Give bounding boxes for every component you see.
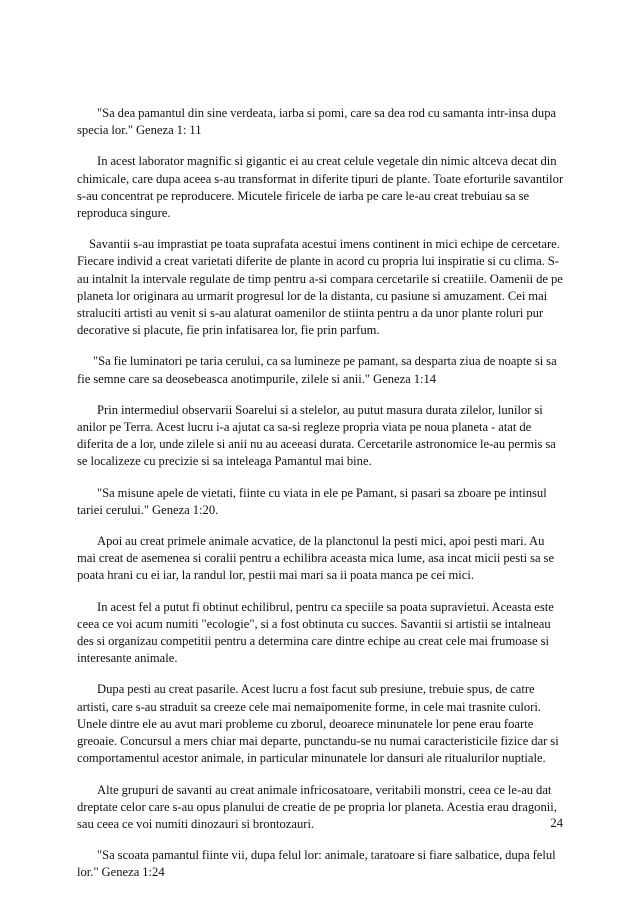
paragraph-aquatic-animals: Apoi au creat primele animale acvatice, de la planctonul la pesti mici, apoi pesti mari. Au mai creat de asemenea si coralii pentru a echilibra aceasta mica lume, asa incat micii pesti sa se poata hrani cu ei iar, la randul lor, pestii mai mari sa ii poata manca pe cei mici. — [77, 534, 555, 583]
paragraph-birds: Dupa pesti au creat pasarile. Acest lucru a fost facut sub presiune, trebuie spus, de catre artisti, care s-au straduit sa creeze cele mai nemaipomenite forme, in cele mai trasnite culori. Unele dintre ele au avut mari probleme cu zborul, deoarece minunatele lor pene erau foarte greoaie. Concursul a mers chiar mai departe, punctandu-se nu numai caracteristicile fizice dar si comportamentul acestor animale, in particular minunatele lor dansuri ale ritualurilor nuptiale. — [77, 682, 559, 766]
document-body — [77, 105, 565, 896]
paragraph-quote-genesis-1-24: "Sa scoata pamantul fiinte vii, dupa felul lor: animale, taratoare si fiare salbatice, dupa felul lor." Geneza 1:24 — [77, 848, 556, 880]
paragraph-quote-genesis-1-14: "Sa fie luminatori pe taria cerului, ca sa lumineze pe pamant, sa desparta ziua de noapte si sa fie semne care sa deosebeasca anotimpurile, zilele si anii." Geneza 1:14 — [77, 354, 557, 386]
paragraph-ecology: In acest fel a putut fi obtinut echilibrul, pentru ca speciile sa poata supravietui. Aceasta este ceea ce voi acum numiti "ecologie", si a fost obtinuta cu succes. Savantii si artistii se intalneau des si organizau competitii pentru a determina care dintre echipe au creat cele mai frumoase si interesante animale. — [77, 599, 554, 666]
paragraph-sun-and-stars: Prin intermediul observarii Soarelui si a stelelor, au putut masura durata zilelor, lunilor si anilor pe Terra. Acest lucru i-a ajutat ca sa-si regleze propria viata pe noua planeta - atat de diferita de a lor, unde zilele si anii nu au aceeasi durata. Cercetarile astronomice le-au permis sa se localizeze cu precizie si sa inteleaga Pamantul mai bine. — [77, 402, 556, 469]
paragraph-dinosaurs: Alte grupuri de savanti au creat animale infricosatoare, veritabili monstri, ceea ce le-au dat dreptate celor care s-au opus planului de creatie de pe propria lor planeta. Acestia erau dragonii, sau ceea ce voi numiti dinozauri si brontozauri. — [77, 782, 557, 831]
paragraph-quote-genesis-1-11: "Sa dea pamantul din sine verdeata, iarba si pomi, care sa dea rod cu samanta intr-insa dupa specia lor." Geneza 1: 11 — [77, 106, 557, 138]
paragraph-laboratory: In acest laborator magnific si gigantic ei au creat celule vegetale din nimic altceva decat din chimicale, care dupa aceea s-au transformat in diferite tipuri de plante. Toate eforturile savantilor s-au concentrat pe reproducere. Micutele firicele de iarba pe care le-au creat trebuiau sa se reproduca singure. — [77, 154, 564, 221]
paragraph-quote-genesis-1-20: "Sa misune apele de vietati, fiinte cu viata in ele pe Pamant, si pasari sa zboare pe intinsul tariei cerului." Geneza 1:20. — [77, 485, 547, 517]
paragraph-scientists-spread: Savantii s-au imprastiat pe toata suprafata acestui imens continent in mici echipe de cercetare. Fiecare individ a creat varietati diferite de plante in acord cu propria lui inspiratie si cu clima. S-au intalnit la intervale regulate de timp pentru a-si compara cercetarile si creatiile. Oamenii de pe planeta lor originara au urmarit progresul lor de la distanta, cu pasiune si amuzament. Cei mai straluciti artisti au venit si s-au alaturat oamenilor de stiinta pentru a da unor plante roluri pur decorative si placute, fie prin infatisarea lor, fie prin parfum. — [77, 237, 563, 338]
page-number: 24 — [550, 816, 563, 830]
